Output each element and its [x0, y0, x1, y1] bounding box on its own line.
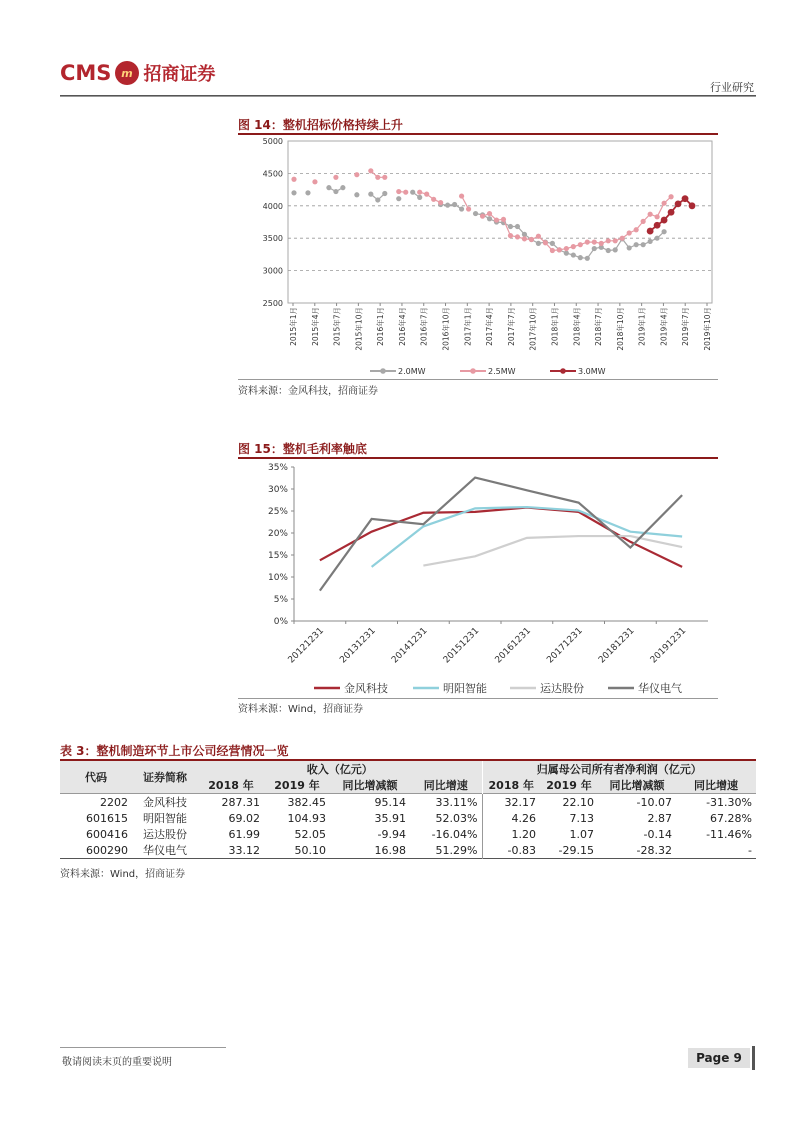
header-profit-group: 归属母公司所有者净利润（亿元）	[482, 761, 756, 777]
cell: 33.11%	[435, 795, 478, 809]
fig14-point	[368, 192, 373, 197]
fig14-point	[452, 202, 457, 207]
cell: -16.04%	[431, 827, 478, 841]
fig14-x-tick-label: 2015年10月	[354, 307, 364, 351]
fig14-series-line	[420, 192, 441, 202]
company-logo	[60, 60, 215, 86]
fig15-legend-label: 明阳智能	[443, 682, 487, 695]
cell-code: 601615	[86, 811, 128, 825]
cell: -29.15	[558, 843, 594, 857]
fig14-x-tick-label: 2015年4月	[310, 307, 320, 346]
cell: 4.26	[482, 810, 540, 826]
fig14-point	[655, 214, 660, 219]
fig14-point	[515, 234, 520, 239]
fig14-point	[654, 222, 661, 229]
fig14-point	[564, 251, 569, 256]
fig14-x-tick-label: 2016年7月	[419, 307, 429, 346]
svg-text:m: m	[121, 67, 134, 80]
table-row	[60, 842, 756, 859]
table3-container	[60, 761, 756, 859]
fig15-source: 资料来源：Wind，招商证券	[238, 704, 364, 715]
header-code: 代码	[60, 761, 132, 794]
fig14-point	[466, 206, 471, 211]
cell-name: 运达股份	[143, 828, 187, 841]
fig14-point	[529, 237, 534, 242]
fig15-x-tick-label: 20171231	[545, 626, 585, 666]
fig14-point	[508, 224, 513, 229]
fig14-point	[585, 239, 590, 244]
subheader: 同比增速	[410, 777, 482, 794]
cell: 1.20	[482, 826, 540, 842]
fig14-point	[620, 236, 625, 241]
table-row	[60, 810, 756, 826]
fig14-point	[599, 241, 604, 246]
fig14-point	[634, 227, 639, 232]
fig14-point	[291, 190, 296, 195]
fig14-x-tick-label: 2018年10月	[615, 307, 625, 351]
table-row	[60, 826, 756, 842]
cell: -9.94	[377, 827, 406, 841]
fig14-x-tick-label: 2015年7月	[332, 307, 342, 346]
fig15-x-tick-label: 20121231	[286, 626, 326, 666]
fig14-point	[438, 200, 443, 205]
fig14-legend-marker	[470, 368, 476, 374]
fig14-point	[564, 246, 569, 251]
subheader: 2018 年	[482, 777, 540, 794]
fig15-y-tick-label: 0%	[273, 617, 288, 627]
table3-title: 表 3：整机制造环节上市公司经营情况一览	[60, 744, 289, 758]
fig15-y-tick-label: 10%	[267, 573, 288, 583]
fig14-x-tick-label: 2016年1月	[376, 307, 386, 346]
cell: 52.03%	[435, 811, 478, 825]
fig14-point	[459, 193, 464, 198]
fig14-point	[487, 211, 492, 216]
fig14-title: 图 14：整机招标价格持续上升	[238, 118, 403, 132]
cell: -11.46%	[706, 827, 752, 841]
logo-emblem-icon	[115, 61, 139, 85]
subheader: 2019 年	[540, 777, 598, 794]
cell: 104.93	[287, 811, 326, 825]
fig15-y-tick-label: 5%	[273, 595, 288, 605]
fig14-point	[431, 197, 436, 202]
cell-code: 2202	[100, 795, 128, 809]
fig15-y-tick-label: 35%	[267, 463, 288, 473]
fig14-y-tick-label: 5000	[262, 137, 283, 146]
fig14-legend-marker	[560, 368, 566, 374]
fig14-point	[606, 248, 611, 253]
fig14-point	[326, 185, 331, 190]
fig14-point	[571, 244, 576, 249]
cell-name: 华仪电气	[143, 844, 187, 857]
fig14-x-tick-label: 2017年1月	[463, 307, 473, 346]
fig14-point	[354, 172, 359, 177]
fig14-point	[682, 195, 689, 202]
fig14-y-tick-label: 2500	[262, 299, 283, 308]
fig15-legend-label: 华仪电气	[638, 682, 682, 695]
fig14-point	[668, 209, 675, 216]
fig14-point	[585, 256, 590, 261]
fig14-point	[613, 238, 618, 243]
fig14-point	[648, 212, 653, 217]
fig14-point	[543, 240, 548, 245]
fig14-legend-marker	[380, 368, 386, 374]
fig14-legend-label: 3.0MW	[578, 367, 606, 376]
fig14-x-tick-label: 2019年1月	[637, 307, 647, 346]
cell: 1.07	[569, 827, 594, 841]
header-divider-secondary	[60, 96, 756, 97]
fig14-point	[675, 200, 682, 207]
fig14-x-tick-label: 2017年4月	[485, 307, 495, 346]
fig14-point	[641, 219, 646, 224]
fig14-point	[312, 179, 317, 184]
fig14-point	[647, 228, 654, 235]
fig14-point	[536, 234, 541, 239]
cell: 61.99	[228, 827, 260, 841]
fig14-point	[375, 175, 380, 180]
fig14-point	[340, 185, 345, 190]
header-revenue-group: 收入（亿元）	[198, 761, 482, 777]
fig14-point	[689, 202, 696, 209]
fig15-x-tick-label: 20131231	[338, 626, 378, 666]
cell: 67.28%	[710, 811, 752, 825]
fig15-x-tick-label: 20151231	[441, 626, 482, 666]
fig14-point	[382, 175, 387, 180]
fig14-point	[382, 191, 387, 196]
cell: -0.83	[482, 842, 540, 859]
fig14-x-tick-label: 2017年7月	[506, 307, 516, 346]
logo-chinese: 招商证券	[143, 64, 216, 85]
cell: 7.13	[569, 811, 594, 825]
cell: -0.14	[643, 827, 672, 841]
section-label: 行业研究	[710, 81, 754, 94]
fig14-point	[459, 206, 464, 211]
fig14-series-line	[441, 205, 462, 210]
fig14-x-tick-label: 2017年10月	[528, 307, 538, 351]
cell: 33.12	[228, 843, 260, 857]
subheader: 同比增减额	[598, 777, 676, 794]
fig14-point	[550, 241, 555, 246]
fig14-point	[508, 233, 513, 238]
fig14-point	[557, 247, 562, 252]
fig15-x-tick-label: 20141231	[390, 626, 430, 666]
cell: -28.32	[636, 843, 672, 857]
subheader: 2018 年	[198, 777, 264, 794]
fig14-point	[480, 214, 485, 219]
cell: -10.07	[636, 795, 672, 809]
cell: 95.14	[374, 795, 406, 809]
fig14-x-tick-label: 2019年4月	[659, 307, 669, 346]
fig14-point	[354, 192, 359, 197]
fig14-point	[487, 216, 492, 221]
page-number-bar	[752, 1046, 755, 1070]
cell: 32.17	[482, 794, 540, 811]
fig14-point	[445, 203, 450, 208]
fig14-y-tick-label: 3500	[262, 234, 283, 244]
fig14-point	[662, 229, 667, 234]
cell: 287.31	[221, 795, 260, 809]
fig14-x-tick-label: 2015年1月	[289, 307, 298, 346]
fig15-series-line	[320, 478, 682, 591]
fig15-y-tick-label: 25%	[267, 507, 288, 517]
table-row	[60, 794, 756, 811]
fig14-y-tick-label: 4000	[262, 201, 283, 211]
fig14-x-tick-label: 2018年4月	[572, 307, 582, 346]
fig14-point	[655, 236, 660, 241]
fig15-bottom-rule	[238, 698, 718, 699]
fig14-point	[522, 232, 527, 237]
cell: 16.98	[374, 843, 406, 857]
fig14-point	[578, 255, 583, 260]
fig14-legend-label: 2.0MW	[398, 367, 426, 376]
fig14-y-tick-label: 3000	[262, 266, 283, 276]
fig14-point	[424, 192, 429, 197]
fig14-point	[494, 217, 499, 222]
fig14-y-tick-label: 4500	[262, 169, 283, 179]
fig14-point	[396, 189, 401, 194]
fig14-bottom-rule	[238, 379, 718, 380]
fig14-source: 资料来源：金风科技，招商证券	[238, 386, 378, 397]
fig14-point	[291, 177, 296, 182]
fig14-x-tick-label: 2019年7月	[681, 307, 691, 346]
fig14-x-tick-label: 2018年1月	[550, 307, 560, 346]
fig14-point	[627, 230, 632, 235]
fig14-point	[473, 211, 478, 216]
fig14-point	[410, 190, 415, 195]
cell-code: 600290	[86, 843, 128, 857]
cell: 2.87	[647, 811, 672, 825]
fig15-title: 图 15：整机毛利率触底	[238, 442, 367, 456]
cell-code: 600416	[86, 827, 128, 841]
fig14-x-tick-label: 2016年4月	[397, 307, 407, 346]
fig14-point	[662, 201, 667, 206]
fig14-point	[375, 197, 380, 202]
logo-latin: CMS	[60, 61, 112, 85]
page-number: Page 9	[688, 1048, 750, 1068]
fig14-point	[641, 242, 646, 247]
fig14-point	[403, 190, 408, 195]
cell: -31.30%	[706, 795, 752, 809]
cell-name: 明阳智能	[143, 812, 187, 825]
fig14-point	[606, 238, 611, 243]
cell: 69.02	[228, 811, 260, 825]
fig14-point	[333, 175, 338, 180]
fig15-chart	[238, 459, 720, 699]
cell: 22.10	[562, 795, 594, 809]
cell: 50.10	[294, 843, 326, 857]
fig14-point	[634, 242, 639, 247]
footer-divider	[60, 1047, 226, 1048]
fig14-point	[305, 190, 310, 195]
fig14-point	[661, 217, 668, 224]
fig14-point	[648, 239, 653, 244]
fig14-point	[592, 239, 597, 244]
fig14-x-tick-label: 2018年7月	[594, 307, 604, 346]
fig15-x-tick-label: 20161231	[493, 626, 533, 666]
fig14-point	[592, 246, 597, 251]
fig14-point	[627, 245, 632, 250]
fig14-point	[536, 241, 541, 246]
fig14-x-tick-label: 2019年10月	[703, 307, 712, 351]
cell: 35.91	[374, 811, 406, 825]
fig14-legend-label: 2.5MW	[488, 367, 516, 376]
fig14-point	[571, 252, 576, 257]
fig14-point	[515, 224, 520, 229]
subheader: 2019 年	[264, 777, 330, 794]
fig15-legend-label: 金风科技	[344, 682, 388, 695]
fig15-y-tick-label: 20%	[267, 529, 288, 539]
fig14-point	[368, 168, 373, 173]
fig15-x-tick-label: 20181231	[597, 626, 637, 666]
fig15-legend-label: 运达股份	[540, 682, 584, 695]
fig15-x-tick-label: 20191231	[648, 626, 689, 666]
fig14-point	[501, 217, 506, 222]
table3	[60, 761, 756, 859]
table3-header-row-1	[60, 761, 756, 777]
fig14-point	[417, 195, 422, 200]
fig14-point	[396, 196, 401, 201]
fig14-point	[668, 194, 673, 199]
footer-notice: 敬请阅读末页的重要说明	[62, 1057, 172, 1068]
fig14-point	[333, 189, 338, 194]
fig14-x-tick-label: 2016年10月	[441, 307, 451, 351]
cell: 51.29%	[435, 843, 478, 857]
fig14-chart	[238, 135, 720, 380]
table3-source: 资料来源：Wind，招商证券	[60, 869, 186, 880]
fig15-y-tick-label: 15%	[267, 551, 288, 561]
cell: 382.45	[287, 795, 326, 809]
fig14-point	[578, 242, 583, 247]
subheader: 同比增速	[676, 777, 756, 794]
fig15-series-line	[423, 536, 682, 565]
fig14-point	[613, 247, 618, 252]
cell: 52.05	[294, 827, 326, 841]
cell-name: 金风科技	[143, 796, 187, 809]
fig15-y-tick-label: 30%	[267, 485, 288, 495]
fig14-point	[550, 248, 555, 253]
fig14-point	[417, 190, 422, 195]
subheader: 同比增减额	[330, 777, 410, 794]
header-name: 证券简称	[132, 761, 198, 794]
fig14-point	[522, 236, 527, 241]
cell: -	[748, 843, 752, 857]
